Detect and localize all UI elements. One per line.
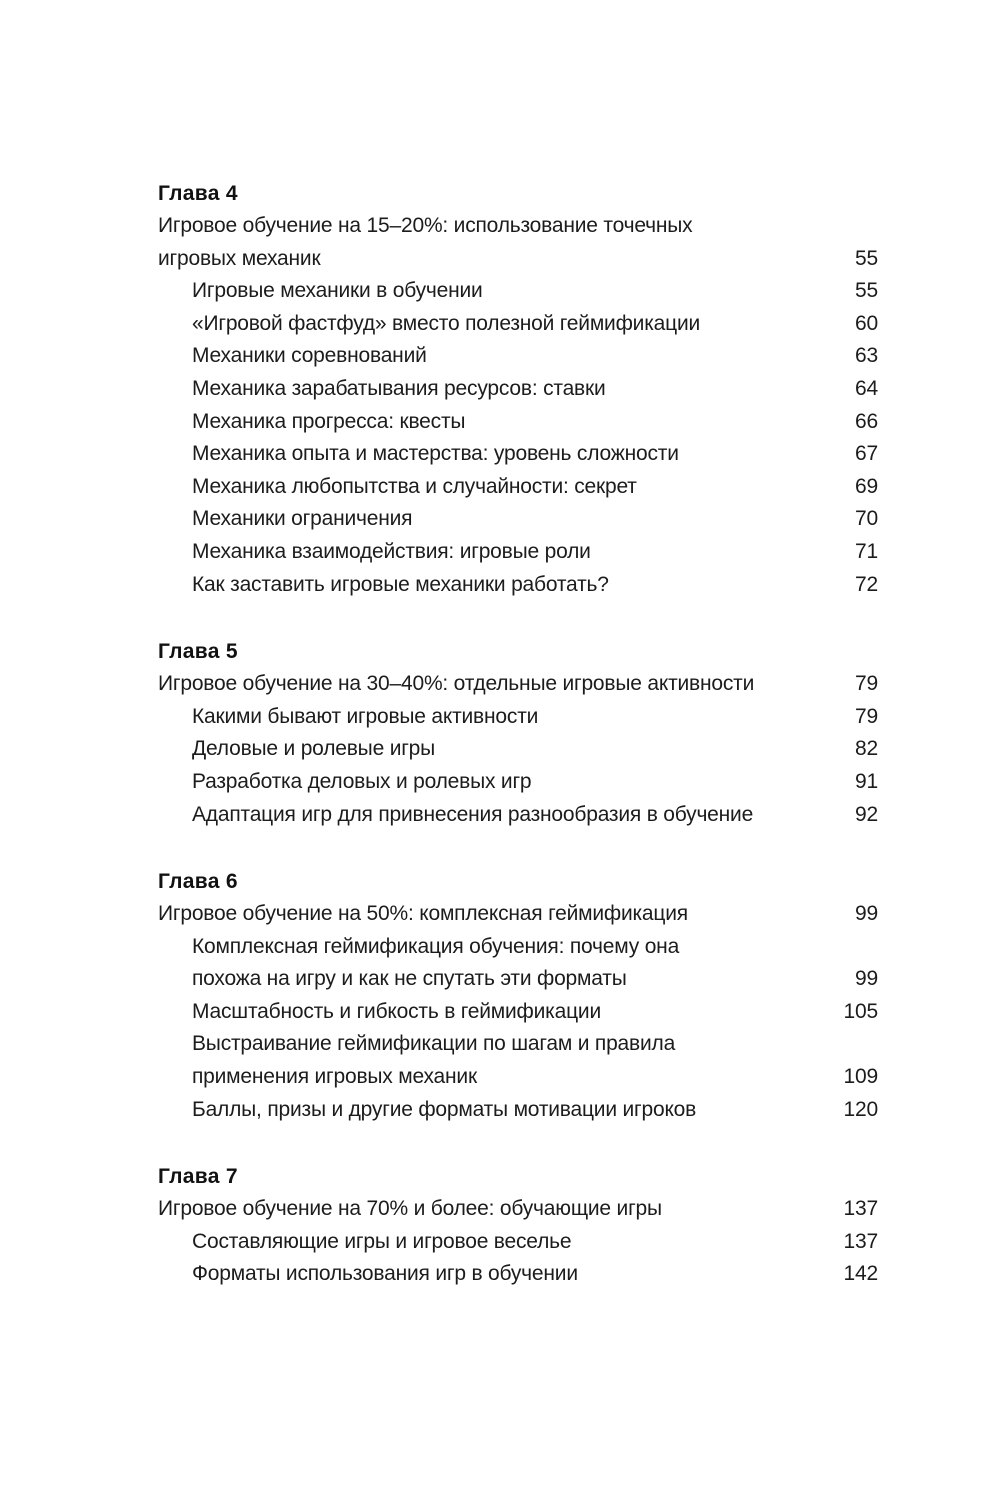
chapter-section: [158, 866, 878, 1126]
toc-entry-text: Механика взаимодействия: игровые роли: [192, 539, 591, 563]
toc-entry-text: Механика прогресса: квесты: [192, 409, 466, 433]
toc-subentry: [158, 471, 878, 504]
chapter-title: Глава 4: [158, 182, 238, 205]
toc-entry-text: Игровые механики в обучении: [192, 279, 483, 303]
toc-subentry: [158, 536, 878, 569]
toc-subentry: [158, 406, 878, 439]
toc-subentry: [158, 701, 878, 734]
toc-entry-text: Баллы, призы и другие форматы мотивации игроков: [192, 1097, 697, 1121]
toc-subentry: [158, 1094, 878, 1127]
toc-entry-text: Комплексная геймификация обучения: почему она похожа на игру и как не спутать эти форматы: [192, 934, 680, 991]
toc-subentry: [158, 799, 878, 832]
toc-entry-text: Как заставить игровые механики работать?: [192, 572, 609, 596]
chapter-title: Глава 7: [158, 1165, 238, 1189]
toc-entry-text: Разработка деловых и ролевых игр: [192, 769, 532, 793]
toc-page-number: 70: [855, 507, 878, 531]
toc-subentry: [158, 275, 878, 308]
chapter-title: Глава 6: [158, 870, 238, 894]
toc-subentry: [158, 1258, 878, 1291]
toc-entry-text: Механика зарабатывания ресурсов: ставки: [192, 376, 606, 400]
toc-page-number: 91: [855, 769, 878, 793]
table-of-contents: [158, 178, 878, 1326]
chapter-title: Глава 5: [158, 640, 238, 664]
toc-page-number: 105: [843, 999, 878, 1023]
toc-subentry: [158, 340, 878, 373]
toc-page-number: 71: [855, 539, 878, 563]
toc-page-number: 120: [843, 1097, 878, 1121]
toc-page-number: 67: [855, 442, 878, 466]
toc-page-number: 99: [855, 967, 878, 991]
toc-entry-text: Механики соревнований: [192, 344, 427, 368]
toc-entry-text: Адаптация игр для привнесения разнообразия в обучение: [192, 802, 754, 826]
toc-page-number: 79: [855, 672, 878, 696]
toc-entry: [158, 898, 878, 931]
toc-subentry: [158, 438, 878, 471]
toc-subentry: [158, 569, 878, 602]
toc-entry-text: Форматы использования игр в обучении: [192, 1262, 578, 1286]
toc-page-number: 137: [843, 1197, 878, 1221]
toc-page-number: 72: [855, 572, 878, 596]
toc-entry-text: Какими бывают игровые активности: [192, 704, 539, 728]
toc-page-number: 99: [855, 902, 878, 926]
toc-entry-text: Масштабность и гибкость в геймификации: [192, 999, 601, 1023]
toc-entry-text: Выстраивание геймификации по шагам и правила применения игровых механик: [192, 1032, 676, 1089]
toc-page-number: 66: [855, 409, 878, 433]
chapter-section: [158, 178, 878, 601]
toc-entry-text: Деловые и ролевые игры: [192, 737, 436, 761]
toc-entry-text: Механика опыта и мастерства: уровень сложности: [192, 442, 679, 466]
toc-entry: [158, 668, 878, 701]
toc-page-number: 55: [855, 246, 878, 270]
toc-page-number: 137: [843, 1229, 878, 1253]
toc-subentry: [158, 733, 878, 766]
toc-subentry: [158, 1028, 878, 1093]
toc-page-number: 92: [855, 802, 878, 826]
toc-page-number: 55: [855, 279, 878, 303]
toc-subentry: [158, 308, 878, 341]
toc-subentry: [158, 503, 878, 536]
toc-entry-text: Составляющие игры и игровое веселье: [192, 1229, 572, 1253]
toc-subentry: [158, 766, 878, 799]
toc-entry-text: «Игровой фастфуд» вместо полезной геймификации: [192, 311, 701, 335]
chapter-section: [158, 1161, 878, 1291]
toc-entry-text: Механики ограничения: [192, 507, 413, 531]
toc-page-number: 142: [843, 1262, 878, 1286]
toc-entry-text: Игровое обучение на 70% и более: обучающие игры: [158, 1197, 662, 1221]
toc-page-number: 60: [855, 311, 878, 335]
toc-page-number: 69: [855, 474, 878, 498]
toc-entry-text: Игровое обучение на 30–40%: отдельные игровые активности: [158, 672, 755, 696]
toc-subentry: [158, 373, 878, 406]
toc-subentry: [158, 1226, 878, 1259]
toc-subentry: [158, 996, 878, 1029]
chapter-section: [158, 636, 878, 831]
toc-subentry: [158, 931, 878, 996]
toc-entry: [158, 210, 878, 275]
toc-page-number: 63: [855, 344, 878, 368]
toc-entry-text: Игровое обучение на 15–20%: использование точечных игровых механик: [158, 214, 693, 270]
toc-page-number: 79: [855, 704, 878, 728]
toc-entry-text: Механика любопытства и случайности: секрет: [192, 474, 637, 498]
toc-entry-text: Игровое обучение на 50%: комплексная геймификация: [158, 902, 688, 926]
toc-entry: [158, 1193, 878, 1226]
toc-page-number: 82: [855, 737, 878, 761]
toc-page-number: 109: [843, 1065, 878, 1089]
toc-page-number: 64: [855, 376, 878, 400]
